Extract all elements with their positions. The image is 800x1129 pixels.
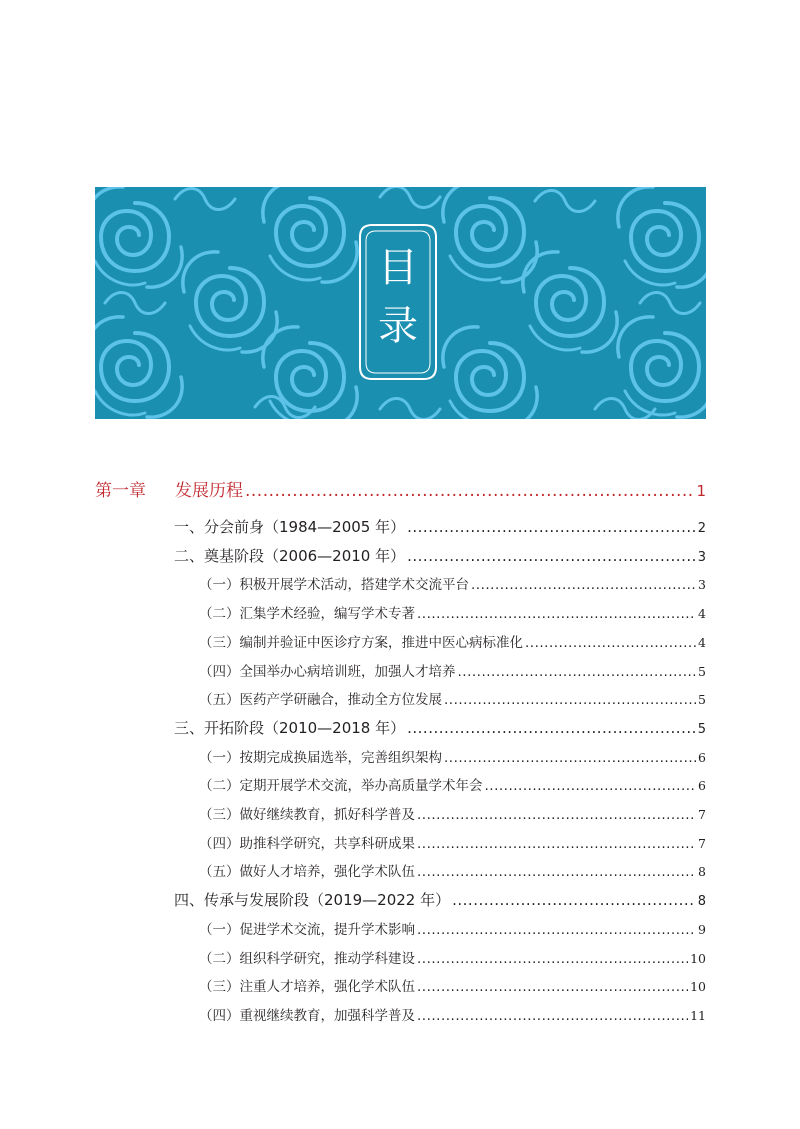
toc-entry-title: （四）助推科学研究，共享科研成果 xyxy=(199,835,415,852)
toc-entry-page-number: 8 xyxy=(697,894,706,910)
toc-entry-page-number: 6 xyxy=(698,778,706,794)
chapter-page-number: 1 xyxy=(696,482,706,500)
toc-entry-page-number: 7 xyxy=(698,835,706,851)
toc-subsection-row[interactable] xyxy=(199,631,706,651)
toc-title-char-1: 目 xyxy=(378,245,418,291)
chapter-title: 发展历程 xyxy=(175,481,243,501)
toc-subsection-row[interactable] xyxy=(199,947,706,967)
toc-entry-title: 三、开拓阶段（2010—2018 年） xyxy=(174,718,406,737)
toc-entry-title: （三）做好继续教育，抓好科学普及 xyxy=(199,807,415,823)
toc-entry-page-number: 7 xyxy=(698,807,706,822)
toc-entry-page-number: 10 xyxy=(690,950,706,966)
toc-chapter-row[interactable] xyxy=(95,476,706,501)
toc-entry-page-number: 4 xyxy=(698,606,706,622)
leader-dots xyxy=(444,692,696,708)
leader-dots xyxy=(417,836,696,852)
leader-dots xyxy=(452,891,696,909)
toc-subsection-row[interactable] xyxy=(199,1004,706,1024)
leader-dots xyxy=(471,577,696,593)
toc-entry-title: （四）全国举办心病培训班，加强人才培养 xyxy=(199,663,456,680)
toc-banner xyxy=(95,187,706,419)
toc-subsection-row[interactable] xyxy=(199,746,706,766)
leader-dots xyxy=(407,547,696,565)
toc-entry-title: （三）编制并验证中医诊疗方案，推进中医心病标准化 xyxy=(199,634,523,651)
leader-dots xyxy=(458,664,697,680)
leader-dots xyxy=(417,864,696,880)
toc-entry-page-number: 5 xyxy=(698,692,706,708)
toc-entry-title: （五）做好人才培养，强化学术队伍 xyxy=(199,864,415,881)
leader-dots xyxy=(485,778,697,794)
leader-dots xyxy=(417,606,696,622)
toc-entry-page-number: 8 xyxy=(698,864,706,880)
leader-dots xyxy=(245,481,694,501)
toc-subsection-row[interactable] xyxy=(199,602,706,622)
toc-entry-title: 二、奠基阶段（2006—2010 年） xyxy=(174,546,406,565)
leader-dots xyxy=(407,518,696,536)
toc-title-char-2: 录 xyxy=(378,303,418,349)
toc-section-row[interactable] xyxy=(174,889,706,910)
toc-entry-page-number: 2 xyxy=(697,521,706,536)
toc-entry-title: （三）注重人才培养，强化学术队伍 xyxy=(199,979,415,996)
toc-section-row[interactable] xyxy=(174,545,706,566)
toc-entry-title: （五）医药产学研融合，推动全方位发展 xyxy=(199,692,442,709)
toc-subsection-row[interactable] xyxy=(199,918,706,938)
toc-entry-page-number: 10 xyxy=(690,979,706,995)
leader-dots xyxy=(417,807,696,823)
chapter-label xyxy=(95,476,243,501)
toc-subsection-row[interactable] xyxy=(199,774,706,794)
toc-entry-title: （二）汇集学术经验，编写学术专著 xyxy=(199,606,415,623)
toc-entry-page-number: 4 xyxy=(698,634,706,650)
toc-subsection-row[interactable] xyxy=(199,803,706,823)
leader-dots xyxy=(417,1008,688,1024)
leader-dots xyxy=(444,750,696,766)
chapter-number: 第一章 xyxy=(95,481,146,501)
leader-dots xyxy=(407,719,696,737)
toc-entry-page-number: 9 xyxy=(698,921,706,937)
toc-subsection-row[interactable] xyxy=(199,832,706,852)
leader-dots xyxy=(525,635,696,651)
toc-subsection-row[interactable] xyxy=(199,573,706,593)
toc-entry-page-number: 5 xyxy=(698,663,706,679)
toc-section-row[interactable] xyxy=(174,717,706,738)
toc-entry-title: （二）组织科学研究，推动学科建设 xyxy=(199,950,415,967)
toc-entry-page-number: 6 xyxy=(698,749,706,765)
toc-entry-page-number: 3 xyxy=(697,549,706,565)
toc-subsection-row[interactable] xyxy=(199,660,706,680)
toc-entry-page-number: 5 xyxy=(697,721,706,737)
toc-subsection-row[interactable] xyxy=(199,860,706,880)
leader-dots xyxy=(417,922,696,938)
toc-title xyxy=(358,239,438,355)
leader-dots xyxy=(417,951,688,967)
toc-section-row[interactable] xyxy=(174,516,706,537)
toc-subsection-row[interactable] xyxy=(199,975,706,995)
toc-entry-title: （四）重视继续教育，加强科学普及 xyxy=(199,1007,415,1024)
toc-entry-title: （一）积极开展学术活动，搭建学术交流平台 xyxy=(199,577,469,594)
toc-title-frame xyxy=(358,223,438,381)
toc-entry-title: 四、传承与发展阶段（2019—2022 年） xyxy=(174,891,451,910)
toc-entry-title: 一、分会前身（1984—2005 年） xyxy=(174,518,406,536)
toc-entry-title: （一）促进学术交流，提升学术影响 xyxy=(199,921,415,938)
toc-entry-title: （一）按期完成换届选举，完善组织架构 xyxy=(199,749,442,766)
toc-subsection-row[interactable] xyxy=(199,688,706,708)
toc-entry-title: （二）定期开展学术交流，举办高质量学术年会 xyxy=(199,778,483,795)
leader-dots xyxy=(417,979,688,995)
toc-entry-page-number: 11 xyxy=(690,1007,706,1023)
toc-entry-page-number: 3 xyxy=(698,577,706,593)
